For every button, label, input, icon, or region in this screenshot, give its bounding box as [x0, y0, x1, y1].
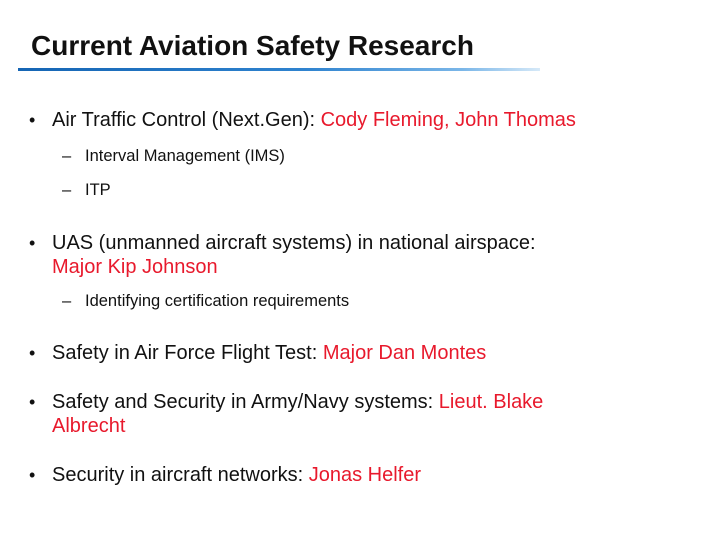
bullet-text: Safety in Air Force Flight Test:: [52, 342, 323, 364]
subbullet-ims: [62, 146, 675, 166]
bullet-dot-icon: •: [29, 233, 36, 253]
subbullet-text: ITP: [85, 181, 111, 199]
bullet-atc: [29, 108, 692, 132]
bullet-people: Major Kip Johnson: [52, 256, 218, 278]
bullet-people-line1: Lieut. Blake: [438, 391, 544, 413]
subbullet-itp: [62, 180, 675, 200]
bullet-dot-icon: •: [29, 465, 36, 485]
subbullet-text: Identifying certification requirements: [85, 292, 350, 310]
subbullet-text: Interval Management (IMS): [85, 147, 285, 165]
dash-icon: –: [62, 292, 72, 310]
bullet-uas: [29, 231, 692, 279]
bullet-air-force: [29, 341, 692, 365]
bullet-people: Jonas Helfer: [308, 464, 422, 486]
bullet-dot-icon: •: [29, 343, 36, 363]
subbullet-certification: [62, 291, 675, 311]
title-underline: [18, 68, 540, 71]
bullet-people: Major Dan Montes: [322, 342, 487, 364]
bullet-text: Security in aircraft networks:: [52, 464, 309, 486]
bullet-networks: [29, 463, 692, 487]
bullet-text: UAS (unmanned aircraft systems) in national airspace:: [52, 232, 536, 254]
bullet-army-navy: [29, 390, 692, 438]
slide-title: Current Aviation Safety Research: [31, 30, 474, 61]
bullet-people: Cody Fleming, John Thomas: [320, 109, 576, 131]
bullet-dot-icon: •: [29, 110, 36, 130]
dash-icon: –: [62, 147, 72, 165]
bullet-text: Air Traffic Control (Next.Gen):: [52, 109, 321, 131]
bullet-text: Safety and Security in Army/Navy systems:: [52, 391, 439, 413]
bullet-dot-icon: •: [29, 392, 36, 412]
bullet-people-line2: Albrecht: [52, 415, 126, 437]
dash-icon: –: [62, 181, 72, 199]
